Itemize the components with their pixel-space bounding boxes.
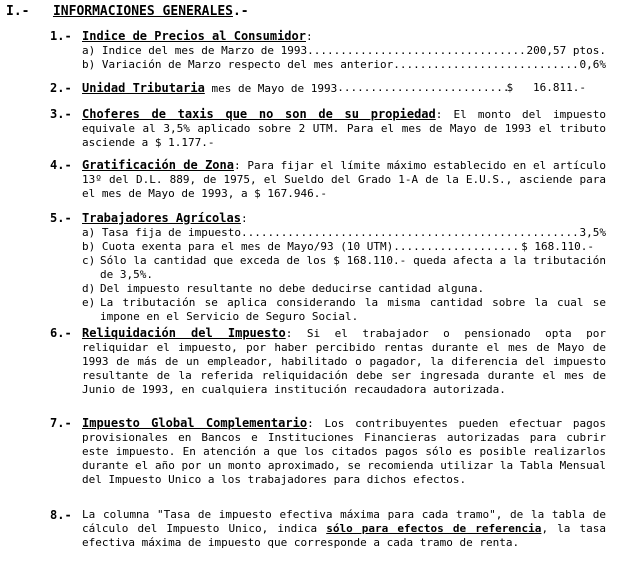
cpi-label: a) Indice del mes de Marzo de 1993 [82, 44, 308, 57]
heading-title: INFORMACIONES GENERALES [52, 4, 233, 19]
list-item: d) Del impuesto resultante no debe deducirse cantidad alguna. [82, 282, 485, 295]
item-title: Indice de Precios al Consumidor [82, 29, 306, 43]
item-title: Trabajadores Agrícolas [82, 211, 241, 225]
item-number: 2.- [50, 81, 72, 95]
item-5 [50, 211, 606, 324]
variation-row [82, 58, 606, 72]
cpi-value: 200,57 ptos. [526, 44, 606, 57]
item-title: Impuesto Global Complementario [82, 416, 308, 430]
item-title: Choferes de taxis que no son de su propiedad [82, 107, 436, 121]
item-number: 7.- [50, 416, 72, 430]
tax-rate-label: a) Tasa fija de impuesto [82, 226, 241, 239]
item-7 [50, 416, 606, 487]
exempt-value: $ 168.110.- [521, 240, 594, 253]
tax-rate-row [82, 226, 606, 240]
item-text-end: , la tasa efectiva máxima de impuesto que corresponde a cada tramo de renta. [82, 522, 607, 549]
item-text: : El monto del impuesto equivale al 3,5% aplicado sobre 2 UTM. Para el mes de Mayo de 1993 el tributo asciende a $ 1.177.- [82, 108, 606, 149]
exempt-label: b) Cuota exenta para el mes de Mayo/93 (10 UTM) [82, 240, 394, 253]
item-number: 4.- [50, 158, 72, 172]
item-text: : Para fijar el límite máximo establecido en el artículo 13º del D.L. 889, de 1975, el Sueldo del Grado 1-A de la E.U.S., asciende para el mes de Mayo de 1993, a $ 167.946.- [82, 159, 606, 200]
item-3 [50, 107, 606, 150]
exempt-row [82, 240, 594, 254]
item-text: : Si el trabajador o pensionado opta por reliquidar el impuesto, por haber percibido rentas durante el mes de Mayo de 1993 de más de un empleador, habilitado o pagador, la diferencia del impuesto resultante de la referida reliquidación debe ser ingresada durante el mes de Junio de 1993, en cualquiera institución recaudadora autorizada. [82, 327, 607, 396]
list-item: e) La tributación se aplica considerando la misma cantidad sobre la cual se impone en el Servicio de Seguro Social. [82, 296, 606, 323]
item-text: mes de Mayo de 1993 [204, 82, 338, 95]
item-4 [50, 158, 606, 201]
item-text: La columna "Tasa de impuesto efectiva máxima para cada tramo", de la tabla de cálculo del Impuesto Unico, indica [82, 508, 606, 535]
cpi-row [82, 44, 606, 58]
utm-value: $ 16.811.- [506, 81, 586, 94]
item-2 [50, 81, 606, 96]
list-item: c) Sólo la cantidad que exceda de los $ 168.110.- queda afecta a la tributación de 3,5%. [82, 254, 606, 281]
item-colon: : [240, 212, 248, 225]
emphasis-text: sólo para efectos de referencia [326, 522, 542, 535]
variation-label: b) Variación de Marzo respecto del mes anterior [82, 58, 394, 71]
item-title: Reliquidación del Impuesto [82, 326, 286, 340]
item-number: 6.- [50, 326, 72, 340]
item-number: 8.- [50, 508, 72, 522]
item-colon: : [305, 30, 313, 43]
item-number: 5.- [50, 211, 72, 225]
item-1 [50, 29, 606, 72]
tax-rate-value: 3,5% [579, 226, 606, 239]
item-title: Gratificación de Zona [82, 158, 234, 172]
item-number: 3.- [50, 107, 72, 121]
item-text: : Los contribuyentes pueden efectuar pagos provisionales en Bancos e Instituciones Financieras autorizadas para cubrir este impuesto. En atención a que los citados pagos sólo es posible realizarlos durante el año por un monto aproximado, se recomienda utilizar la Tabla Mensual del Impuesto Unico a los trabajadores para dichos efectos. [82, 417, 606, 486]
heading-dash: .- [232, 4, 249, 19]
variation-value: 0,6% [579, 58, 606, 71]
item-8 [50, 508, 606, 550]
item-number: 1.- [50, 29, 72, 43]
item-title: Unidad Tributaria [82, 81, 205, 95]
section-heading [6, 4, 249, 19]
roman-numeral: I.- [6, 4, 30, 19]
item-6 [50, 326, 606, 397]
